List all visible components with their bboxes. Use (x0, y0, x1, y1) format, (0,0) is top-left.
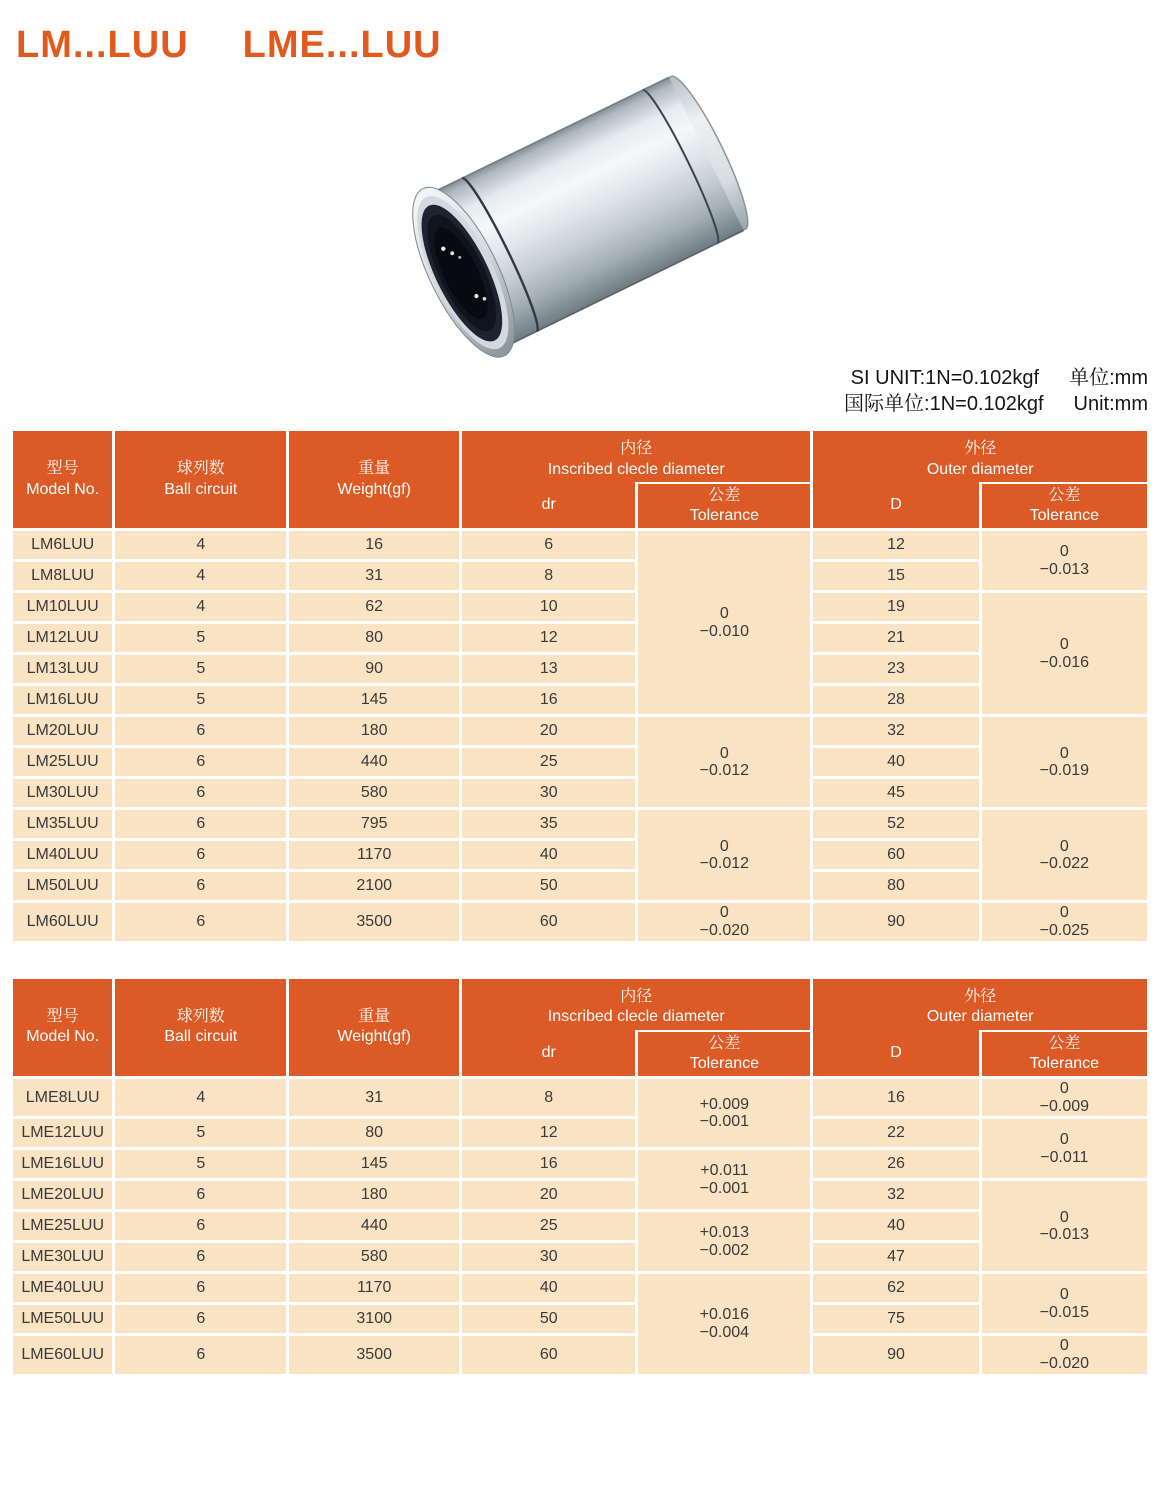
tolerance-upper: 0 (1059, 1080, 1069, 1098)
table-row (12, 716, 1149, 747)
dr-cell: 16 (461, 685, 637, 716)
d-cell: 16 (812, 1078, 980, 1118)
weight-cell: 2100 (288, 871, 461, 902)
dr-cell: 50 (461, 1304, 637, 1335)
tolerance-lower: −0.025 (1039, 921, 1090, 939)
d-tolerance-cell (980, 1273, 1148, 1335)
col-group-inner-diameter (461, 977, 812, 1031)
table-row (12, 1078, 1149, 1118)
d-cell: 15 (812, 561, 980, 592)
col-header-weight (288, 429, 461, 530)
dr-cell: 6 (461, 530, 637, 561)
tolerance-lower: −0.019 (1039, 762, 1090, 780)
model-cell: LM30LUU (12, 778, 114, 809)
model-cell: LM12LUU (12, 623, 114, 654)
weight-cell: 31 (288, 561, 461, 592)
col-header-model-en: Model No. (26, 1028, 100, 1046)
weight-cell: 440 (288, 1211, 461, 1242)
tolerance-zh: 公差 (1048, 487, 1081, 505)
d-cell: 47 (812, 1242, 980, 1273)
inner-diameter-zh: 内径 (620, 987, 653, 1005)
table-row (12, 592, 1149, 623)
ball-circuit-cell: 6 (114, 1273, 288, 1304)
ball-circuit-cell: 4 (114, 1078, 288, 1118)
model-cell: LME20LUU (12, 1180, 114, 1211)
linear-ball-bearing-photo (380, 73, 780, 363)
ball-circuit-cell: 4 (114, 592, 288, 623)
ball-circuit-cell: 6 (114, 871, 288, 902)
lme-luu-spec-table (10, 976, 1150, 1377)
tolerance-en: Tolerance (689, 507, 760, 525)
weight-cell: 580 (288, 778, 461, 809)
ball-circuit-cell: 6 (114, 840, 288, 871)
inner-diameter-zh: 内径 (620, 439, 653, 457)
intl-unit-text: 国际单位:1N=0.102kgf (844, 393, 1044, 416)
tolerance-lower: −0.016 (1039, 653, 1090, 671)
weight-cell: 80 (288, 623, 461, 654)
d-cell: 80 (812, 871, 980, 902)
lm-luu-spec-table (10, 428, 1150, 944)
table-row (12, 1180, 1149, 1211)
model-cell: LME16LUU (12, 1149, 114, 1180)
d-tolerance-cell (980, 1335, 1148, 1375)
mm-unit-text-en: Unit:mm (1073, 393, 1148, 416)
dr-cell: 40 (461, 840, 637, 871)
table-row (12, 685, 1149, 716)
dr-cell: 25 (461, 747, 637, 778)
tolerance-upper: +0.011 (700, 1162, 749, 1180)
weight-cell: 31 (288, 1078, 461, 1118)
dr-tolerance-cell (637, 1149, 812, 1211)
col-header-model-zh: 型号 (46, 459, 79, 477)
table-row (12, 840, 1149, 871)
ball-circuit-cell: 6 (114, 1211, 288, 1242)
unit-line-2 (10, 391, 1148, 417)
col-header-d-tolerance (980, 1031, 1148, 1078)
outer-diameter-zh: 外径 (964, 987, 997, 1005)
dr-cell: 35 (461, 809, 637, 840)
dr-tolerance-cell (637, 809, 812, 902)
dr-cell: 30 (461, 778, 637, 809)
si-unit-text: SI UNIT:1N=0.102kgf (850, 367, 1040, 389)
tolerance-upper: 0 (1059, 744, 1069, 762)
table-row (12, 902, 1149, 942)
weight-cell: 145 (288, 685, 461, 716)
dr-cell: 12 (461, 1118, 637, 1149)
tolerance-lower: −0.002 (699, 1241, 750, 1259)
dr-tolerance-cell (637, 1273, 812, 1375)
col-header-d-tolerance (980, 483, 1148, 530)
col-header-model-zh: 型号 (46, 1007, 79, 1025)
dr-cell: 40 (461, 1273, 637, 1304)
d-cell: 22 (812, 1118, 980, 1149)
tolerance-upper: 0 (1059, 904, 1069, 922)
d-tolerance-cell (980, 592, 1148, 716)
model-cell: LM6LUU (12, 530, 114, 561)
weight-cell: 80 (288, 1118, 461, 1149)
tolerance-lower: −0.020 (699, 921, 750, 939)
tolerance-upper: 0 (1059, 1131, 1069, 1149)
model-cell: LME60LUU (12, 1335, 114, 1375)
weight-cell: 3500 (288, 902, 461, 942)
d-cell: 28 (812, 685, 980, 716)
weight-cell: 1170 (288, 840, 461, 871)
d-cell: 90 (812, 1335, 980, 1375)
tolerance-en: Tolerance (1029, 1055, 1100, 1073)
ball-circuit-cell: 5 (114, 1149, 288, 1180)
tolerance-lower: −0.009 (1039, 1097, 1090, 1115)
col-group-outer-diameter (812, 977, 1149, 1031)
col-header-ball-circuit (114, 429, 288, 530)
d-cell: 60 (812, 840, 980, 871)
dr-cell: 50 (461, 871, 637, 902)
table-row (12, 1118, 1149, 1149)
outer-diameter-en: Outer diameter (926, 1008, 1034, 1026)
model-cell: LME30LUU (12, 1242, 114, 1273)
dr-cell: 60 (461, 1335, 637, 1375)
model-cell: LME8LUU (12, 1078, 114, 1118)
d-cell: 21 (812, 623, 980, 654)
tolerance-upper: 0 (719, 744, 729, 762)
col-header-ball-zh: 球列数 (176, 459, 225, 477)
tolerance-en: Tolerance (689, 1055, 760, 1073)
tolerance-lower: −0.001 (699, 1179, 750, 1197)
d-tolerance-cell (980, 530, 1148, 592)
dr-tolerance-cell (637, 902, 812, 942)
tolerance-lower: −0.001 (699, 1113, 750, 1131)
weight-cell: 90 (288, 654, 461, 685)
ball-circuit-cell: 6 (114, 1335, 288, 1375)
col-header-weight (288, 977, 461, 1078)
tolerance-lower: −0.011 (1040, 1148, 1089, 1166)
table-row (12, 530, 1149, 561)
ball-circuit-cell: 5 (114, 1118, 288, 1149)
d-cell: 32 (812, 1180, 980, 1211)
model-cell: LME25LUU (12, 1211, 114, 1242)
table-row (12, 871, 1149, 902)
col-group-outer-diameter (812, 429, 1149, 483)
weight-cell: 62 (288, 592, 461, 623)
weight-cell: 3500 (288, 1335, 461, 1375)
tolerance-upper: 0 (1059, 636, 1069, 654)
tolerance-lower: −0.012 (699, 855, 750, 873)
col-header-dr-tolerance (637, 483, 812, 530)
ball-circuit-cell: 4 (114, 530, 288, 561)
inner-diameter-en: Inscribed clecle diameter (547, 460, 725, 478)
dr-tolerance-cell (637, 1211, 812, 1273)
outer-diameter-zh: 外径 (964, 439, 997, 457)
col-header-d: D (812, 1031, 980, 1078)
model-cell: LM35LUU (12, 809, 114, 840)
d-tolerance-cell (980, 1180, 1148, 1273)
ball-circuit-cell: 5 (114, 654, 288, 685)
col-header-weight-zh: 重量 (358, 459, 391, 477)
tolerance-upper: 0 (1059, 1208, 1069, 1226)
ball-circuit-cell: 6 (114, 778, 288, 809)
tolerance-lower: −0.010 (699, 622, 750, 640)
tolerance-upper: 0 (1059, 543, 1069, 561)
table-row (12, 747, 1149, 778)
d-tolerance-cell (980, 1118, 1148, 1180)
ball-circuit-cell: 6 (114, 902, 288, 942)
d-cell: 62 (812, 1273, 980, 1304)
product-photo-area (10, 67, 1150, 365)
d-cell: 40 (812, 747, 980, 778)
col-header-ball-en: Ball circuit (164, 1028, 238, 1046)
unit-notes (10, 365, 1148, 418)
weight-cell: 145 (288, 1149, 461, 1180)
table-row (12, 1304, 1149, 1335)
tolerance-upper: 0 (1059, 1286, 1069, 1304)
mm-unit-text-zh: 单位:mm (1069, 367, 1148, 389)
table-row (12, 1242, 1149, 1273)
dr-cell: 13 (461, 654, 637, 685)
model-cell: LM8LUU (12, 561, 114, 592)
ball-circuit-cell: 6 (114, 747, 288, 778)
col-header-model (12, 429, 114, 530)
col-header-d: D (812, 483, 980, 530)
dr-cell: 12 (461, 623, 637, 654)
tolerance-lower: −0.013 (1039, 1226, 1090, 1244)
dr-cell: 30 (461, 1242, 637, 1273)
table-row (12, 1335, 1149, 1375)
model-cell: LME12LUU (12, 1118, 114, 1149)
dr-cell: 10 (461, 592, 637, 623)
model-cell: LM16LUU (12, 685, 114, 716)
d-cell: 26 (812, 1149, 980, 1180)
model-cell: LM25LUU (12, 747, 114, 778)
tolerance-lower: −0.004 (699, 1323, 750, 1341)
dr-cell: 8 (461, 1078, 637, 1118)
dr-cell: 16 (461, 1149, 637, 1180)
tolerance-zh: 公差 (708, 487, 741, 505)
d-cell: 45 (812, 778, 980, 809)
model-cell: LM13LUU (12, 654, 114, 685)
model-cell: LM10LUU (12, 592, 114, 623)
d-tolerance-cell (980, 902, 1148, 942)
dr-cell: 60 (461, 902, 637, 942)
model-cell: LME50LUU (12, 1304, 114, 1335)
table-row (12, 809, 1149, 840)
d-cell: 32 (812, 716, 980, 747)
table-row (12, 1211, 1149, 1242)
model-cell: LM40LUU (12, 840, 114, 871)
col-header-dr-tolerance (637, 1031, 812, 1078)
ball-circuit-cell: 6 (114, 809, 288, 840)
col-header-weight-en: Weight(gf) (337, 1028, 411, 1046)
table-row (12, 561, 1149, 592)
d-cell: 75 (812, 1304, 980, 1335)
model-cell: LM60LUU (12, 902, 114, 942)
col-header-model (12, 977, 114, 1078)
page-title-part1: LM...LUU (16, 24, 189, 66)
ball-circuit-cell: 5 (114, 623, 288, 654)
tolerance-upper: 0 (719, 837, 729, 855)
tolerance-en: Tolerance (1029, 507, 1100, 525)
weight-cell: 1170 (288, 1273, 461, 1304)
weight-cell: 16 (288, 530, 461, 561)
tolerance-upper: 0 (719, 904, 729, 922)
dr-tolerance-cell (637, 716, 812, 809)
tolerance-upper: 0 (719, 605, 729, 623)
table-row (12, 778, 1149, 809)
col-header-ball-en: Ball circuit (164, 480, 238, 498)
weight-cell: 795 (288, 809, 461, 840)
dr-cell: 20 (461, 1180, 637, 1211)
tolerance-upper: 0 (1059, 1337, 1069, 1355)
tolerance-lower: −0.022 (1039, 855, 1090, 873)
catalog-page (0, 24, 1160, 1377)
col-header-model-en: Model No. (26, 480, 100, 498)
tolerance-upper: +0.013 (699, 1224, 750, 1242)
table-row (12, 654, 1149, 685)
tolerance-lower: −0.012 (699, 762, 750, 780)
weight-cell: 3100 (288, 1304, 461, 1335)
tolerance-zh: 公差 (708, 1035, 741, 1053)
d-cell: 23 (812, 654, 980, 685)
weight-cell: 580 (288, 1242, 461, 1273)
col-header-dr: dr (461, 1031, 637, 1078)
d-tolerance-cell (980, 809, 1148, 902)
weight-cell: 440 (288, 747, 461, 778)
tolerance-zh: 公差 (1048, 1035, 1081, 1053)
ball-circuit-cell: 6 (114, 716, 288, 747)
tolerance-upper: +0.009 (699, 1095, 750, 1113)
table-row (12, 623, 1149, 654)
ball-circuit-cell: 6 (114, 1180, 288, 1211)
dr-tolerance-cell (637, 1078, 812, 1149)
table-row (12, 1149, 1149, 1180)
d-cell: 40 (812, 1211, 980, 1242)
page-title-part2: LME...LUU (242, 24, 442, 66)
unit-line-1 (10, 365, 1148, 391)
page-title (16, 24, 1150, 67)
weight-cell: 180 (288, 1180, 461, 1211)
d-cell: 12 (812, 530, 980, 561)
tolerance-lower: −0.020 (1039, 1354, 1090, 1372)
col-header-dr: dr (461, 483, 637, 530)
d-cell: 90 (812, 902, 980, 942)
tolerance-lower: −0.015 (1039, 1303, 1090, 1321)
weight-cell: 180 (288, 716, 461, 747)
ball-circuit-cell: 6 (114, 1242, 288, 1273)
ball-circuit-cell: 5 (114, 685, 288, 716)
dr-cell: 25 (461, 1211, 637, 1242)
dr-cell: 8 (461, 561, 637, 592)
col-header-ball-circuit (114, 977, 288, 1078)
d-cell: 19 (812, 592, 980, 623)
col-header-weight-zh: 重量 (358, 1007, 391, 1025)
outer-diameter-en: Outer diameter (926, 460, 1034, 478)
model-cell: LM20LUU (12, 716, 114, 747)
tolerance-upper: 0 (1059, 837, 1069, 855)
col-header-ball-zh: 球列数 (176, 1007, 225, 1025)
col-group-inner-diameter (461, 429, 812, 483)
d-tolerance-cell (980, 716, 1148, 809)
ball-circuit-cell: 4 (114, 561, 288, 592)
dr-tolerance-cell (637, 530, 812, 716)
table-row (12, 1273, 1149, 1304)
d-cell: 52 (812, 809, 980, 840)
tolerance-lower: −0.013 (1039, 560, 1090, 578)
tolerance-upper: +0.016 (699, 1306, 750, 1324)
inner-diameter-en: Inscribed clecle diameter (547, 1008, 725, 1026)
d-tolerance-cell (980, 1078, 1148, 1118)
model-cell: LME40LUU (12, 1273, 114, 1304)
model-cell: LM50LUU (12, 871, 114, 902)
dr-cell: 20 (461, 716, 637, 747)
col-header-weight-en: Weight(gf) (337, 480, 411, 498)
ball-circuit-cell: 6 (114, 1304, 288, 1335)
